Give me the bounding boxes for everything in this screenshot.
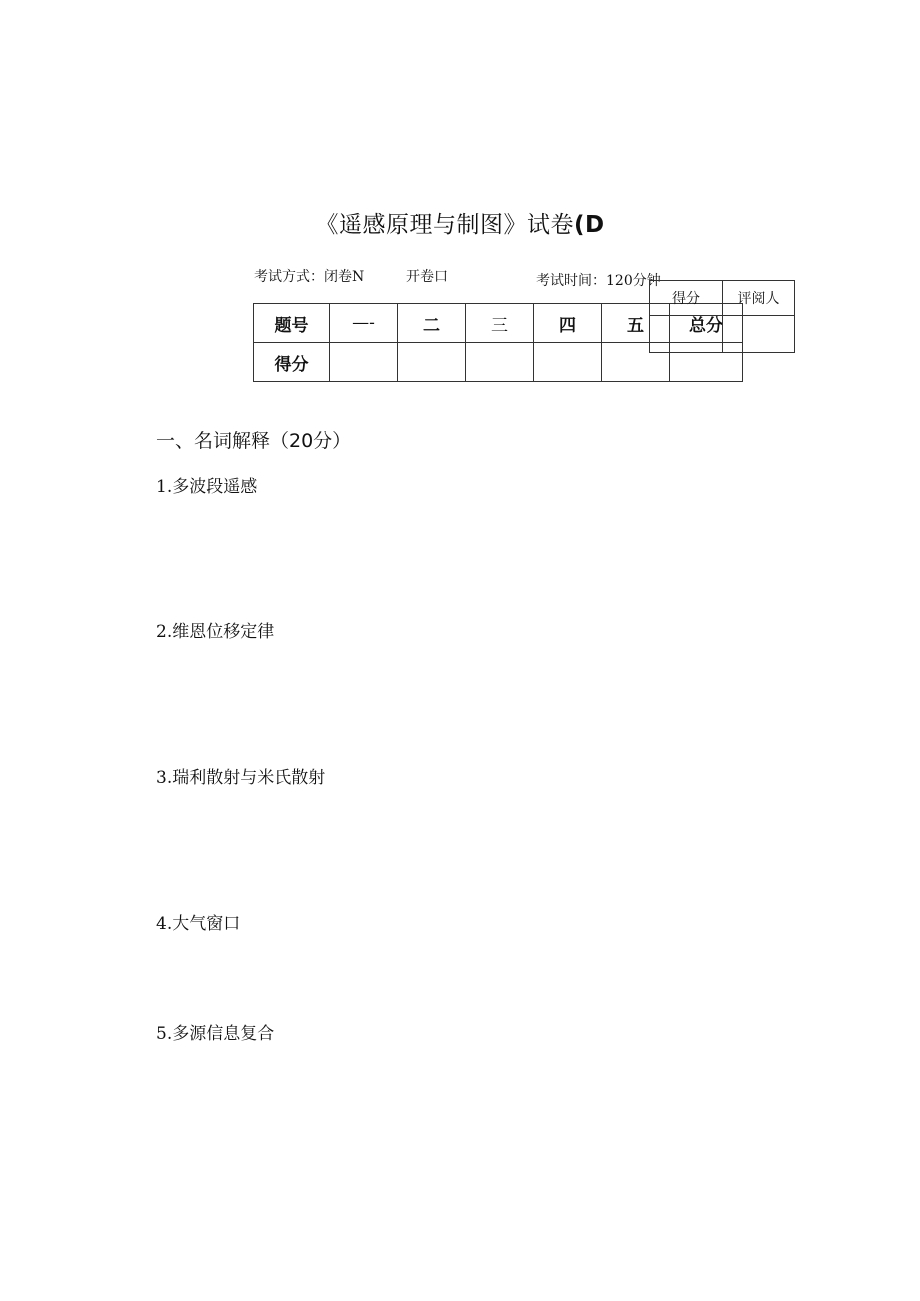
exam-title-main: 《遥感原理与制图》试卷 [315, 212, 574, 238]
score-table-row-label-question: 题号 [254, 304, 330, 343]
score-table-col-4: 四 [534, 304, 602, 343]
score-cell-4 [534, 343, 602, 382]
score-table-col-2: 二 [398, 304, 466, 343]
section-heading: 一、名词解释（20分） [156, 430, 352, 452]
score-cell-1 [330, 343, 398, 382]
score-table-row-label-score: 得分 [254, 343, 330, 382]
grader-box-header-row [650, 281, 795, 316]
score-table-col-5: 五 [602, 304, 670, 343]
question-item: 1.多波段遥感 [156, 477, 258, 497]
exam-title [0, 208, 920, 242]
grader-reviewer-label: 评阅人 [723, 281, 795, 316]
grader-reviewer-cell [723, 316, 795, 353]
grader-score-label: 得分 [650, 281, 723, 316]
grader-score-cell [650, 316, 723, 353]
score-table-col-1: —- [330, 304, 398, 343]
question-item: 4.大气窗口 [156, 914, 241, 934]
score-table-col-total: 总分 [670, 304, 743, 343]
question-item: 3.瑞利散射与米氏散射 [156, 768, 326, 788]
grader-box-entry-row [650, 316, 795, 353]
grader-box [649, 280, 795, 353]
exam-mode-closed: 考试方式：闭卷N [254, 269, 365, 285]
question-item: 5.多源信息复合 [156, 1024, 275, 1044]
score-cell-2 [398, 343, 466, 382]
exam-title-suffix: (D [573, 212, 605, 238]
score-table-col-3: 三 [466, 304, 534, 343]
score-cell-3 [466, 343, 534, 382]
exam-time: 考试时间：120分钟 [536, 273, 661, 289]
exam-mode-open: 开卷口 [406, 269, 448, 285]
question-item: 2.维恩位移定律 [156, 622, 275, 642]
